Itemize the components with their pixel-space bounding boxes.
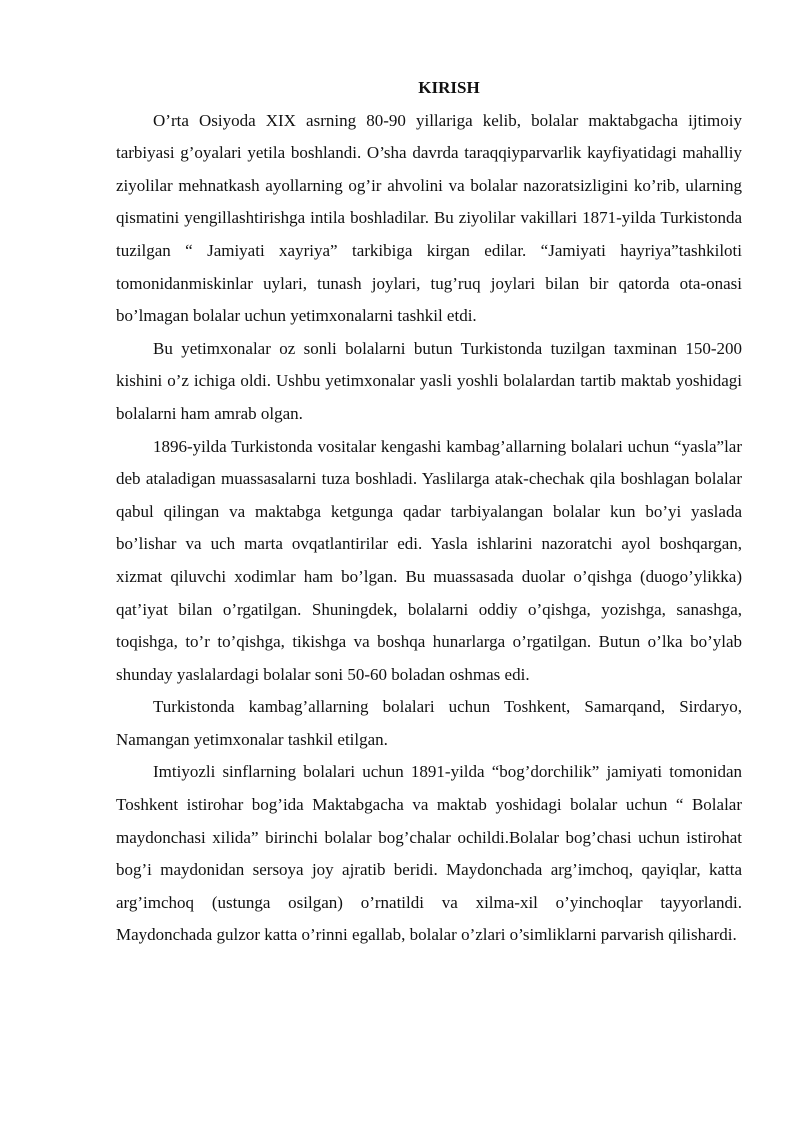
paragraph-5: Imtiyozli sinflarning bolalari uchun 1891-yilda “bog’dorchilik” jamiyati tomonidan Toshkent istirohar bog’ida Maktabgacha va maktab yoshidagi bolalar uchun “ Bolalar maydonchasi xilida” birinchi bolalar bog’chalar ochildi.Bolalar bog’chasi uchun istirohat bog’i maydonidan sersoya joy ajratib beridi. Maydonchada arg’imchoq, qayiqlar, katta arg’imchoq (ustunga osilgan) o’rnatildi va xilma-xil o’yinchoqlar tayyorlandi. Maydonchada gulzor katta o’rinni egallab, bolalar o’zlari o’simliklarni parvarish qilishardi. — [116, 762, 742, 945]
paragraph-2: Bu yetimxonalar oz sonli bolalarni butun Turkistonda tuzilgan taxminan 150-200 kishini o’z ichiga oldi. Ushbu yetimxonalar yasli yoshli bolalardan tartib maktab yoshidagi bolalarni ham amrab olgan. — [116, 338, 742, 423]
paragraph-1: O’rta Osiyoda XIX asrning 80-90 yillariga kelib, bolalar maktabgacha ijtimoiy tarbiyasi g’oyalari yetila boshlandi. O’sha davrda taraqqiyparvarlik kayfiyatidagi mahalliy ziyolilar mehnatkash ayollarning og’ir ahvolini va bolalar nazoratsizligini ko’rib, ularning qismatini yengillashtirishga intila boshladilar. Bu ziyolilar vakillari 1871-yilda Turkistonda tuzilgan “ Jamiyati xayriya” tarkibiga kirgan edilar. “Jamiyati hayriya”tashkiloti tomonidanmiskinlar uylari, tunash joylari, tug’ruq joylari bilan bir qatorda ota-onasi bo’lmagan bolalar uchun yetimxonalarni tashkil etdi. — [116, 110, 742, 326]
paragraph-4: Turkistonda kambag’allarning bolalari uchun Toshkent, Samarqand, Sirdaryo, Namangan yetimxonalar tashkil etilgan. — [116, 697, 742, 749]
section-title: KIRISH — [418, 78, 480, 97]
document-body — [116, 72, 742, 952]
paragraph-3: 1896-yilda Turkistonda vositalar kengashi kambag’allarning bolalari uchun “yasla”lar deb ataladigan muassasalarni tuza boshladi. Yaslilarga atak-chechak qila boshlagan bolalar qabul qilingan va maktabga ketgunga qadar tarbiyalangan bolalar kun bo’yi yaslada bo’lishar va uch marta ovqatlantirilar edi. Yasla ishlarini nazoratchi ayol boshqargan, xizmat qiluvchi xodimlar ham bo’lgan. Bu muassasada duolar o’qishga (duogo’ylikka) qat’iyat bilan o’rgatilgan. Shuningdek, bolalarni oddiy o’qishga, yozishga, sanashga, toqishga, to’r to’qishga, tikishga va boshqa hunarlarga o’rgatilgan. Butun o’lka bo’ylab shunday yaslalardagi bolalar soni 50-60 boladan oshmas edi. — [116, 436, 742, 684]
